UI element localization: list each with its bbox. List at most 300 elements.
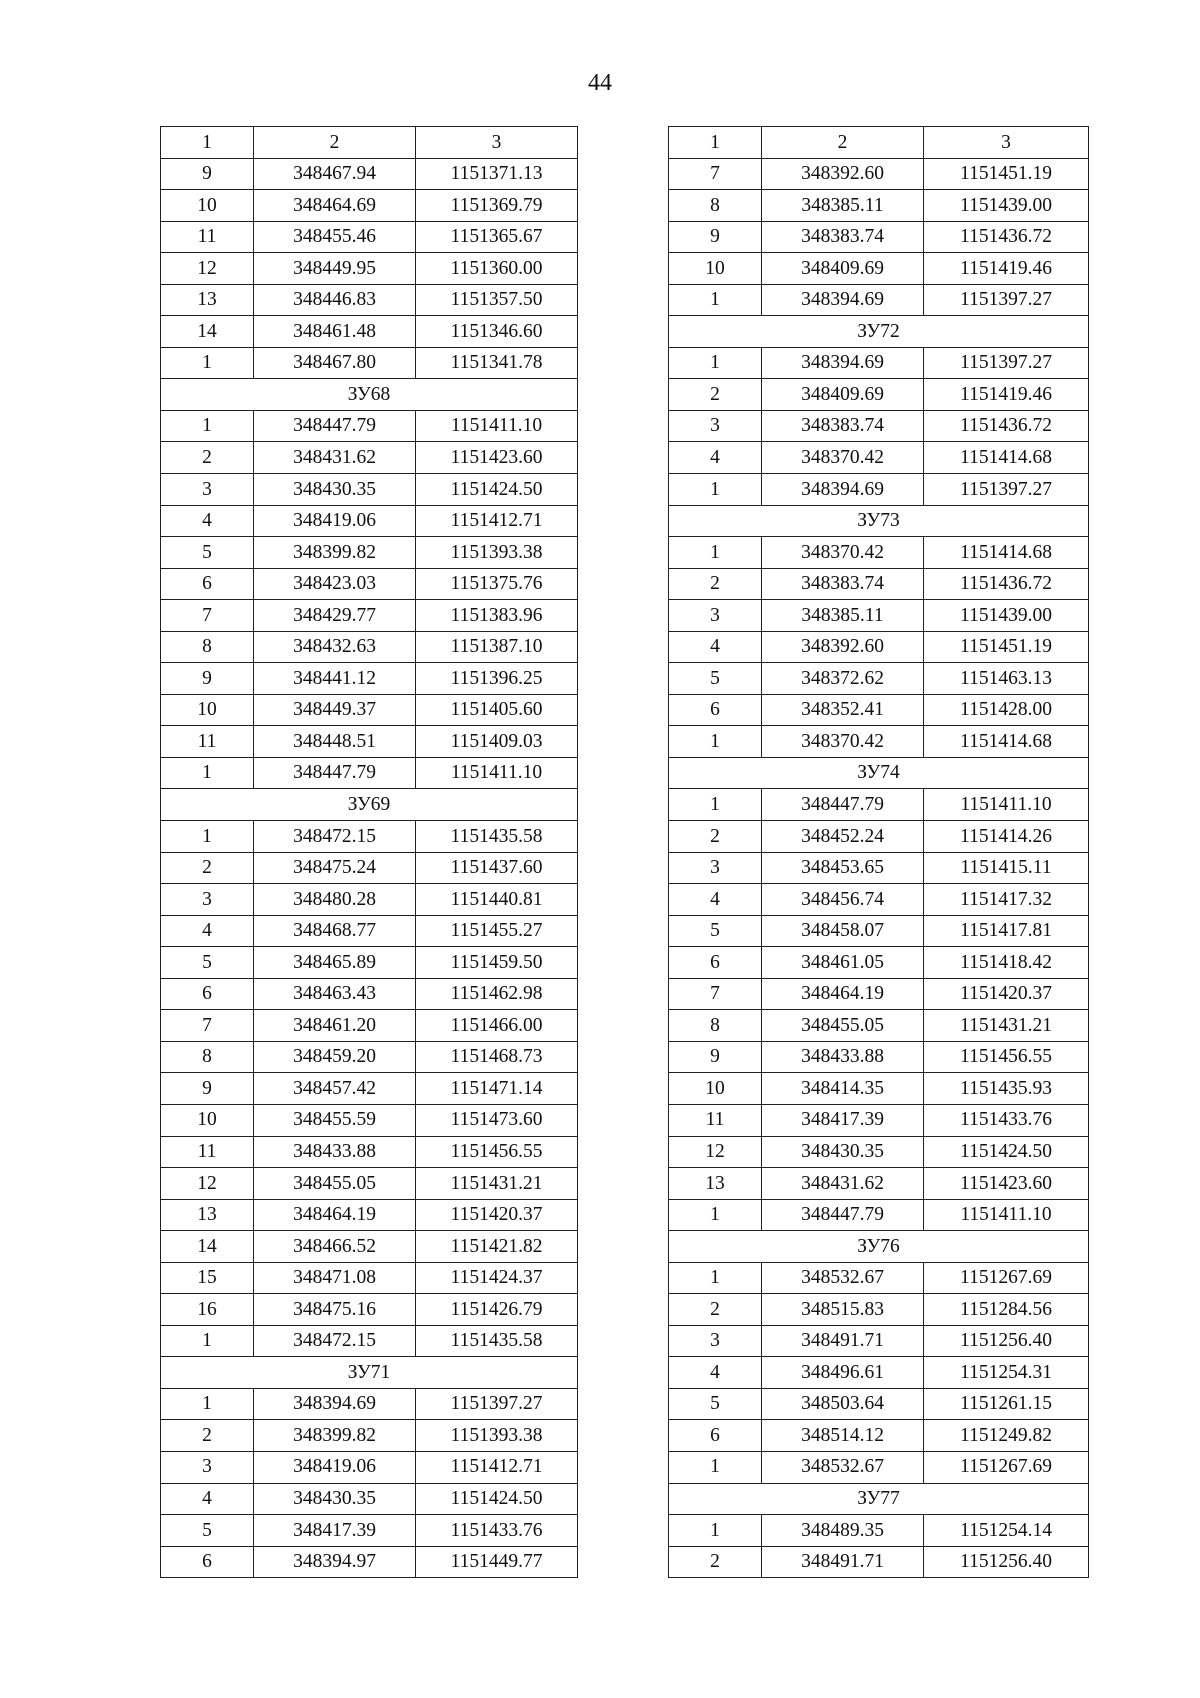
- x-coordinate-cell: 348496.61: [762, 1357, 924, 1389]
- x-coordinate-cell: 348449.95: [254, 253, 416, 285]
- point-number-cell: 10: [161, 694, 254, 726]
- y-coordinate-cell: 1151449.77: [416, 1546, 578, 1578]
- point-number-cell: 11: [669, 1104, 762, 1136]
- x-coordinate-cell: 348455.05: [254, 1168, 416, 1200]
- table-row: [161, 1073, 578, 1105]
- point-number-cell: 4: [669, 1357, 762, 1389]
- x-coordinate-cell: 348468.77: [254, 915, 416, 947]
- y-coordinate-cell: 1151411.10: [416, 410, 578, 442]
- y-coordinate-cell: 1151435.93: [924, 1073, 1089, 1105]
- x-coordinate-cell: 348447.79: [254, 410, 416, 442]
- table-header-row: [669, 127, 1089, 159]
- y-coordinate-cell: 1151431.21: [924, 1010, 1089, 1042]
- point-number-cell: 5: [669, 915, 762, 947]
- y-coordinate-cell: 1151424.50: [924, 1136, 1089, 1168]
- x-coordinate-cell: 348370.42: [762, 442, 924, 474]
- x-coordinate-cell: 348455.59: [254, 1104, 416, 1136]
- y-coordinate-cell: 1151424.50: [416, 1483, 578, 1515]
- point-number-cell: 4: [669, 884, 762, 916]
- x-coordinate-cell: 348417.39: [254, 1515, 416, 1547]
- y-coordinate-cell: 1151437.60: [416, 852, 578, 884]
- table-row: [669, 474, 1089, 506]
- point-number-cell: 3: [161, 474, 254, 506]
- coordinates-table-left: [160, 126, 578, 1578]
- y-coordinate-cell: 1151365.67: [416, 221, 578, 253]
- x-coordinate-cell: 348430.35: [254, 474, 416, 506]
- x-coordinate-cell: 348453.65: [762, 852, 924, 884]
- table-row: [161, 947, 578, 979]
- table-row: [669, 568, 1089, 600]
- point-number-cell: 1: [669, 1515, 762, 1547]
- table-row: [669, 1073, 1089, 1105]
- point-number-cell: 5: [161, 947, 254, 979]
- section-title: ЗУ74: [669, 757, 1089, 789]
- point-number-cell: 13: [161, 284, 254, 316]
- column-number-cell: 1: [669, 127, 762, 159]
- y-coordinate-cell: 1151414.26: [924, 821, 1089, 853]
- table-row: [669, 410, 1089, 442]
- y-coordinate-cell: 1151409.03: [416, 726, 578, 758]
- table-row: [669, 600, 1089, 632]
- x-coordinate-cell: 348383.74: [762, 221, 924, 253]
- point-number-cell: 14: [161, 316, 254, 348]
- table-row: [669, 1388, 1089, 1420]
- x-coordinate-cell: 348464.19: [762, 978, 924, 1010]
- x-coordinate-cell: 348463.43: [254, 978, 416, 1010]
- x-coordinate-cell: 348394.97: [254, 1546, 416, 1578]
- table-row: [669, 694, 1089, 726]
- table-row: [669, 1104, 1089, 1136]
- table-row: [161, 221, 578, 253]
- y-coordinate-cell: 1151419.46: [924, 379, 1089, 411]
- point-number-cell: 10: [161, 190, 254, 222]
- x-coordinate-cell: 348467.80: [254, 347, 416, 379]
- point-number-cell: 3: [669, 852, 762, 884]
- y-coordinate-cell: 1151411.10: [924, 1199, 1089, 1231]
- point-number-cell: 8: [161, 1041, 254, 1073]
- y-coordinate-cell: 1151397.27: [416, 1388, 578, 1420]
- y-coordinate-cell: 1151417.32: [924, 884, 1089, 916]
- point-number-cell: 9: [669, 221, 762, 253]
- table-row: [669, 1041, 1089, 1073]
- section-title-row: [669, 505, 1089, 537]
- point-number-cell: 16: [161, 1294, 254, 1326]
- x-coordinate-cell: 348459.20: [254, 1041, 416, 1073]
- table-row: [161, 1231, 578, 1263]
- x-coordinate-cell: 348419.06: [254, 1451, 416, 1483]
- section-title: ЗУ73: [669, 505, 1089, 537]
- x-coordinate-cell: 348433.88: [254, 1136, 416, 1168]
- point-number-cell: 9: [669, 1041, 762, 1073]
- point-number-cell: 14: [161, 1231, 254, 1263]
- y-coordinate-cell: 1151254.31: [924, 1357, 1089, 1389]
- table-row: [161, 1168, 578, 1200]
- y-coordinate-cell: 1151424.50: [416, 474, 578, 506]
- y-coordinate-cell: 1151433.76: [924, 1104, 1089, 1136]
- table-row: [669, 442, 1089, 474]
- table-row: [161, 1420, 578, 1452]
- table-row: [161, 158, 578, 190]
- section-title-row: [669, 316, 1089, 348]
- x-coordinate-cell: 348466.52: [254, 1231, 416, 1263]
- y-coordinate-cell: 1151414.68: [924, 726, 1089, 758]
- section-title-row: [161, 379, 578, 411]
- point-number-cell: 2: [669, 379, 762, 411]
- y-coordinate-cell: 1151397.27: [924, 347, 1089, 379]
- table-row: [669, 1262, 1089, 1294]
- section-title-row: [669, 1231, 1089, 1263]
- y-coordinate-cell: 1151267.69: [924, 1451, 1089, 1483]
- y-coordinate-cell: 1151415.11: [924, 852, 1089, 884]
- table-row: [161, 347, 578, 379]
- point-number-cell: 2: [161, 852, 254, 884]
- point-number-cell: 1: [669, 1451, 762, 1483]
- point-number-cell: 10: [669, 1073, 762, 1105]
- table-row: [161, 1010, 578, 1042]
- x-coordinate-cell: 348461.20: [254, 1010, 416, 1042]
- y-coordinate-cell: 1151412.71: [416, 505, 578, 537]
- x-coordinate-cell: 348430.35: [762, 1136, 924, 1168]
- point-number-cell: 8: [669, 190, 762, 222]
- x-coordinate-cell: 348503.64: [762, 1388, 924, 1420]
- point-number-cell: 12: [161, 1168, 254, 1200]
- y-coordinate-cell: 1151428.00: [924, 694, 1089, 726]
- table-row: [669, 663, 1089, 695]
- y-coordinate-cell: 1151440.81: [416, 884, 578, 916]
- point-number-cell: 9: [161, 1073, 254, 1105]
- y-coordinate-cell: 1151418.42: [924, 947, 1089, 979]
- point-number-cell: 1: [669, 1199, 762, 1231]
- y-coordinate-cell: 1151471.14: [416, 1073, 578, 1105]
- y-coordinate-cell: 1151254.14: [924, 1515, 1089, 1547]
- x-coordinate-cell: 348480.28: [254, 884, 416, 916]
- table-row: [161, 190, 578, 222]
- point-number-cell: 4: [669, 442, 762, 474]
- table-row: [669, 379, 1089, 411]
- x-coordinate-cell: 348394.69: [254, 1388, 416, 1420]
- x-coordinate-cell: 348452.24: [762, 821, 924, 853]
- y-coordinate-cell: 1151451.19: [924, 631, 1089, 663]
- y-coordinate-cell: 1151249.82: [924, 1420, 1089, 1452]
- y-coordinate-cell: 1151435.58: [416, 821, 578, 853]
- x-coordinate-cell: 348515.83: [762, 1294, 924, 1326]
- table-row: [161, 726, 578, 758]
- y-coordinate-cell: 1151393.38: [416, 537, 578, 569]
- x-coordinate-cell: 348394.69: [762, 284, 924, 316]
- y-coordinate-cell: 1151456.55: [416, 1136, 578, 1168]
- x-coordinate-cell: 348409.69: [762, 253, 924, 285]
- table-row: [161, 757, 578, 789]
- y-coordinate-cell: 1151423.60: [924, 1168, 1089, 1200]
- table-row: [161, 1325, 578, 1357]
- point-number-cell: 1: [161, 821, 254, 853]
- point-number-cell: 2: [669, 821, 762, 853]
- x-coordinate-cell: 348491.71: [762, 1325, 924, 1357]
- column-number-cell: 2: [762, 127, 924, 159]
- table-row: [161, 505, 578, 537]
- table-row: [669, 631, 1089, 663]
- column-number-cell: 3: [924, 127, 1089, 159]
- y-coordinate-cell: 1151433.76: [416, 1515, 578, 1547]
- page-number: 44: [588, 70, 612, 96]
- table-row: [161, 537, 578, 569]
- section-title-row: [161, 1357, 578, 1389]
- x-coordinate-cell: 348447.79: [762, 1199, 924, 1231]
- x-coordinate-cell: 348399.82: [254, 1420, 416, 1452]
- y-coordinate-cell: 1151426.79: [416, 1294, 578, 1326]
- x-coordinate-cell: 348449.37: [254, 694, 416, 726]
- y-coordinate-cell: 1151459.50: [416, 947, 578, 979]
- x-coordinate-cell: 348392.60: [762, 631, 924, 663]
- x-coordinate-cell: 348532.67: [762, 1262, 924, 1294]
- point-number-cell: 2: [161, 442, 254, 474]
- point-number-cell: 1: [161, 1388, 254, 1420]
- x-coordinate-cell: 348431.62: [762, 1168, 924, 1200]
- y-coordinate-cell: 1151261.15: [924, 1388, 1089, 1420]
- x-coordinate-cell: 348447.79: [762, 789, 924, 821]
- point-number-cell: 1: [161, 347, 254, 379]
- y-coordinate-cell: 1151436.72: [924, 221, 1089, 253]
- table-row: [669, 947, 1089, 979]
- x-coordinate-cell: 348394.69: [762, 474, 924, 506]
- table-row: [669, 1515, 1089, 1547]
- point-number-cell: 7: [161, 600, 254, 632]
- point-number-cell: 1: [161, 1325, 254, 1357]
- y-coordinate-cell: 1151417.81: [924, 915, 1089, 947]
- table-row: [669, 852, 1089, 884]
- table-header-row: [161, 127, 578, 159]
- y-coordinate-cell: 1151411.10: [924, 789, 1089, 821]
- y-coordinate-cell: 1151396.25: [416, 663, 578, 695]
- point-number-cell: 5: [161, 537, 254, 569]
- table-row: [161, 474, 578, 506]
- table-row: [669, 1010, 1089, 1042]
- x-coordinate-cell: 348467.94: [254, 158, 416, 190]
- point-number-cell: 7: [669, 978, 762, 1010]
- x-coordinate-cell: 348431.62: [254, 442, 416, 474]
- table-row: [669, 978, 1089, 1010]
- section-title: ЗУ76: [669, 1231, 1089, 1263]
- point-number-cell: 1: [161, 757, 254, 789]
- y-coordinate-cell: 1151397.27: [924, 474, 1089, 506]
- x-coordinate-cell: 348399.82: [254, 537, 416, 569]
- x-coordinate-cell: 348465.89: [254, 947, 416, 979]
- x-coordinate-cell: 348455.46: [254, 221, 416, 253]
- point-number-cell: 8: [161, 631, 254, 663]
- table-row: [161, 884, 578, 916]
- y-coordinate-cell: 1151414.68: [924, 442, 1089, 474]
- table-row: [161, 1483, 578, 1515]
- y-coordinate-cell: 1151397.27: [924, 284, 1089, 316]
- point-number-cell: 7: [669, 158, 762, 190]
- point-number-cell: 11: [161, 1136, 254, 1168]
- x-coordinate-cell: 348383.74: [762, 410, 924, 442]
- column-number-cell: 1: [161, 127, 254, 159]
- y-coordinate-cell: 1151436.72: [924, 568, 1089, 600]
- point-number-cell: 11: [161, 221, 254, 253]
- table-row: [161, 821, 578, 853]
- x-coordinate-cell: 348458.07: [762, 915, 924, 947]
- y-coordinate-cell: 1151420.37: [924, 978, 1089, 1010]
- point-number-cell: 4: [669, 631, 762, 663]
- table-row: [669, 221, 1089, 253]
- y-coordinate-cell: 1151423.60: [416, 442, 578, 474]
- table-row: [669, 1199, 1089, 1231]
- y-coordinate-cell: 1151256.40: [924, 1325, 1089, 1357]
- x-coordinate-cell: 348385.11: [762, 600, 924, 632]
- y-coordinate-cell: 1151256.40: [924, 1546, 1089, 1578]
- point-number-cell: 8: [669, 1010, 762, 1042]
- table-row: [161, 978, 578, 1010]
- table-row: [669, 253, 1089, 285]
- table-row: [669, 1546, 1089, 1578]
- y-coordinate-cell: 1151439.00: [924, 600, 1089, 632]
- y-coordinate-cell: 1151473.60: [416, 1104, 578, 1136]
- table-row: [161, 568, 578, 600]
- x-coordinate-cell: 348429.77: [254, 600, 416, 632]
- point-number-cell: 9: [161, 158, 254, 190]
- x-coordinate-cell: 348419.06: [254, 505, 416, 537]
- column-number-cell: 3: [416, 127, 578, 159]
- x-coordinate-cell: 348430.35: [254, 1483, 416, 1515]
- coordinates-table-right: [668, 126, 1089, 1578]
- y-coordinate-cell: 1151375.76: [416, 568, 578, 600]
- point-number-cell: 10: [669, 253, 762, 285]
- section-title-row: [161, 789, 578, 821]
- section-title-row: [669, 757, 1089, 789]
- x-coordinate-cell: 348392.60: [762, 158, 924, 190]
- table-row: [669, 1168, 1089, 1200]
- x-coordinate-cell: 348417.39: [762, 1104, 924, 1136]
- table-row: [161, 1199, 578, 1231]
- y-coordinate-cell: 1151360.00: [416, 253, 578, 285]
- x-coordinate-cell: 348409.69: [762, 379, 924, 411]
- section-title: ЗУ77: [669, 1483, 1089, 1515]
- point-number-cell: 2: [669, 1294, 762, 1326]
- x-coordinate-cell: 348455.05: [762, 1010, 924, 1042]
- x-coordinate-cell: 348383.74: [762, 568, 924, 600]
- table-row: [669, 190, 1089, 222]
- point-number-cell: 15: [161, 1262, 254, 1294]
- point-number-cell: 6: [161, 568, 254, 600]
- point-number-cell: 6: [669, 1420, 762, 1452]
- x-coordinate-cell: 348370.42: [762, 537, 924, 569]
- point-number-cell: 7: [161, 1010, 254, 1042]
- y-coordinate-cell: 1151462.98: [416, 978, 578, 1010]
- y-coordinate-cell: 1151436.72: [924, 410, 1089, 442]
- table-row: [669, 347, 1089, 379]
- section-title: ЗУ68: [161, 379, 578, 411]
- x-coordinate-cell: 348446.83: [254, 284, 416, 316]
- section-title: ЗУ69: [161, 789, 578, 821]
- table-row: [669, 158, 1089, 190]
- y-coordinate-cell: 1151455.27: [416, 915, 578, 947]
- y-coordinate-cell: 1151405.60: [416, 694, 578, 726]
- table-row: [161, 631, 578, 663]
- x-coordinate-cell: 348414.35: [762, 1073, 924, 1105]
- x-coordinate-cell: 348394.69: [762, 347, 924, 379]
- y-coordinate-cell: 1151414.68: [924, 537, 1089, 569]
- point-number-cell: 6: [161, 1546, 254, 1578]
- x-coordinate-cell: 348471.08: [254, 1262, 416, 1294]
- y-coordinate-cell: 1151424.37: [416, 1262, 578, 1294]
- table-row: [669, 884, 1089, 916]
- table-row: [669, 1451, 1089, 1483]
- point-number-cell: 4: [161, 1483, 254, 1515]
- x-coordinate-cell: 348475.16: [254, 1294, 416, 1326]
- column-number-cell: 2: [254, 127, 416, 159]
- section-title: ЗУ72: [669, 316, 1089, 348]
- point-number-cell: 3: [161, 884, 254, 916]
- point-number-cell: 1: [669, 1262, 762, 1294]
- point-number-cell: 11: [161, 726, 254, 758]
- table-row: [161, 1388, 578, 1420]
- y-coordinate-cell: 1151419.46: [924, 253, 1089, 285]
- point-number-cell: 6: [161, 978, 254, 1010]
- x-coordinate-cell: 348456.74: [762, 884, 924, 916]
- point-number-cell: 1: [669, 284, 762, 316]
- table-row: [161, 1041, 578, 1073]
- y-coordinate-cell: 1151412.71: [416, 1451, 578, 1483]
- table-row: [161, 694, 578, 726]
- point-number-cell: 12: [161, 253, 254, 285]
- x-coordinate-cell: 348457.42: [254, 1073, 416, 1105]
- table-row: [669, 789, 1089, 821]
- table-row: [161, 1262, 578, 1294]
- point-number-cell: 1: [669, 537, 762, 569]
- point-number-cell: 3: [669, 600, 762, 632]
- table-row: [669, 1420, 1089, 1452]
- y-coordinate-cell: 1151468.73: [416, 1041, 578, 1073]
- y-coordinate-cell: 1151383.96: [416, 600, 578, 632]
- table-row: [669, 915, 1089, 947]
- point-number-cell: 1: [669, 726, 762, 758]
- y-coordinate-cell: 1151411.10: [416, 757, 578, 789]
- y-coordinate-cell: 1151387.10: [416, 631, 578, 663]
- x-coordinate-cell: 348464.19: [254, 1199, 416, 1231]
- table-row: [161, 284, 578, 316]
- point-number-cell: 3: [669, 410, 762, 442]
- y-coordinate-cell: 1151284.56: [924, 1294, 1089, 1326]
- table-row: [161, 663, 578, 695]
- x-coordinate-cell: 348472.15: [254, 821, 416, 853]
- point-number-cell: 10: [161, 1104, 254, 1136]
- table-row: [161, 1546, 578, 1578]
- x-coordinate-cell: 348441.12: [254, 663, 416, 695]
- table-row: [669, 726, 1089, 758]
- point-number-cell: 1: [669, 789, 762, 821]
- point-number-cell: 1: [669, 347, 762, 379]
- point-number-cell: 5: [669, 663, 762, 695]
- table-row: [161, 1104, 578, 1136]
- point-number-cell: 2: [669, 568, 762, 600]
- x-coordinate-cell: 348489.35: [762, 1515, 924, 1547]
- table-row: [669, 1357, 1089, 1389]
- y-coordinate-cell: 1151456.55: [924, 1041, 1089, 1073]
- point-number-cell: 13: [669, 1168, 762, 1200]
- point-number-cell: 3: [161, 1451, 254, 1483]
- point-number-cell: 5: [669, 1388, 762, 1420]
- table-row: [669, 1294, 1089, 1326]
- point-number-cell: 4: [161, 915, 254, 947]
- table-row: [161, 600, 578, 632]
- point-number-cell: 6: [669, 947, 762, 979]
- point-number-cell: 1: [161, 410, 254, 442]
- y-coordinate-cell: 1151421.82: [416, 1231, 578, 1263]
- x-coordinate-cell: 348461.05: [762, 947, 924, 979]
- y-coordinate-cell: 1151435.58: [416, 1325, 578, 1357]
- table-row: [161, 915, 578, 947]
